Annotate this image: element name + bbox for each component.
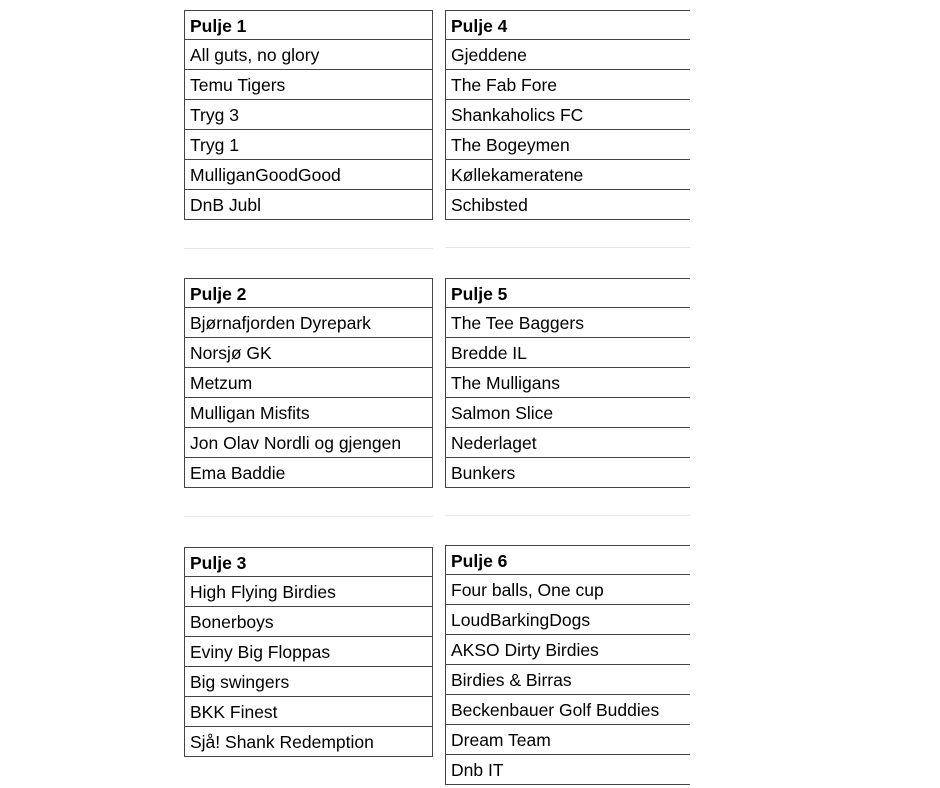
team-cell[interactable]: Bredde IL [445, 338, 690, 368]
team-cell[interactable]: The Bogeymen [445, 130, 690, 160]
team-cell[interactable]: Eviny Big Floppas [184, 637, 433, 667]
pool-title: Pulje 1 [184, 10, 433, 40]
team-cell[interactable]: Four balls, One cup [445, 575, 690, 605]
team-cell[interactable]: Norsjø GK [184, 338, 433, 368]
team-cell[interactable]: Beckenbauer Golf Buddies [445, 695, 690, 725]
team-cell[interactable]: Dream Team [445, 725, 690, 755]
team-cell[interactable]: Bjørnafjorden Dyrepark [184, 308, 433, 338]
team-cell[interactable]: Mulligan Misfits [184, 398, 433, 428]
pool-title: Pulje 6 [445, 545, 690, 575]
team-cell[interactable]: All guts, no glory [184, 40, 433, 70]
team-cell[interactable]: Birdies & Birras [445, 665, 690, 695]
left-column [184, 0, 433, 788]
team-cell[interactable]: LoudBarkingDogs [445, 605, 690, 635]
team-cell[interactable]: Bunkers [445, 458, 690, 488]
team-cell[interactable]: Tryg 1 [184, 130, 433, 160]
gridline [184, 248, 433, 249]
team-cell[interactable]: The Fab Fore [445, 70, 690, 100]
team-cell[interactable]: Gjeddene [445, 40, 690, 70]
gridline [184, 516, 433, 517]
team-cell[interactable]: Køllekameratene [445, 160, 690, 190]
team-cell[interactable]: Salmon Slice [445, 398, 690, 428]
team-cell[interactable]: Bonerboys [184, 607, 433, 637]
gridline [445, 515, 690, 516]
team-cell[interactable]: Sjå! Shank Redemption [184, 727, 433, 757]
team-cell[interactable]: Tryg 3 [184, 100, 433, 130]
team-cell[interactable]: AKSO Dirty Birdies [445, 635, 690, 665]
team-cell[interactable]: Metzum [184, 368, 433, 398]
pool-title: Pulje 3 [184, 547, 433, 577]
team-cell[interactable]: MulliganGoodGood [184, 160, 433, 190]
team-cell[interactable]: Nederlaget [445, 428, 690, 458]
team-cell[interactable]: The Mulligans [445, 368, 690, 398]
team-cell[interactable]: High Flying Birdies [184, 577, 433, 607]
team-cell[interactable]: DnB Jubl [184, 190, 433, 220]
team-cell[interactable]: Schibsted [445, 190, 690, 220]
team-cell[interactable]: Temu Tigers [184, 70, 433, 100]
team-cell[interactable]: Big swingers [184, 667, 433, 697]
team-cell[interactable]: Jon Olav Nordli og gjengen [184, 428, 433, 458]
pool-title: Pulje 2 [184, 278, 433, 308]
team-cell[interactable]: Ema Baddie [184, 458, 433, 488]
team-cell[interactable]: Shankaholics FC [445, 100, 690, 130]
pool-title: Pulje 4 [445, 10, 690, 40]
team-cell[interactable]: The Tee Baggers [445, 308, 690, 338]
team-cell[interactable]: BKK Finest [184, 697, 433, 727]
gridline [445, 247, 690, 248]
team-cell[interactable]: Dnb IT [445, 755, 690, 785]
pool-title: Pulje 5 [445, 278, 690, 308]
right-column [445, 0, 690, 788]
